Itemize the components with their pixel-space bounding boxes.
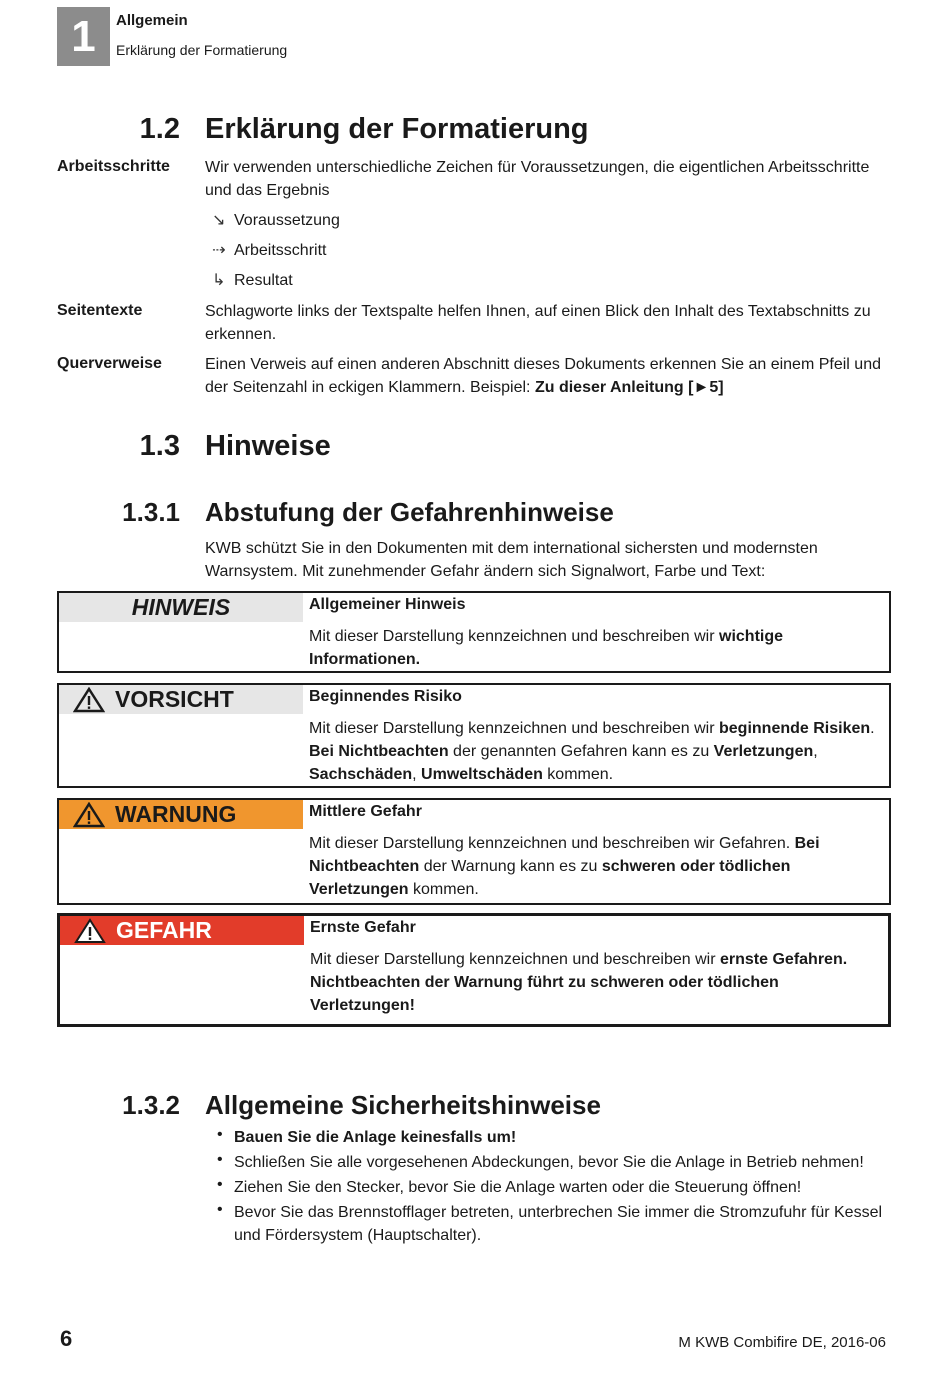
notice-body (310, 948, 880, 1017)
chapter-number-box (57, 7, 110, 66)
section-1-3-number: 1.3 (139, 430, 180, 462)
text: Mit dieser Darstellung kennzeichnen und beschreiben wir (309, 628, 719, 645)
side-label-seitentexte: Seitentexte (57, 302, 143, 319)
notice-body (309, 717, 879, 786)
signal-word: WARNUNG (115, 801, 237, 827)
safety-item: Ziehen Sie den Stecker, bevor Sie die Anlage warten oder die Steuerung öffnen! (234, 1179, 802, 1196)
signal-vorsicht (59, 685, 303, 714)
text-bold: Sachschäden (309, 766, 413, 783)
warning-triangle-icon (73, 802, 105, 828)
bullet-icon: • (217, 1126, 223, 1143)
text: Mit dieser Darstellung kennzeichnen und beschreiben wir (310, 951, 720, 968)
safety-item: Bevor Sie das Brennstofflager betreten, unterbrechen Sie immer die Stromzufuhr für Kessel und Fördersystem (Hauptschalter). (234, 1204, 883, 1244)
notice-body (309, 832, 879, 901)
text: der genannten Gefahren kann es zu (448, 743, 714, 760)
text-bold: Bei Nichtbeachten (309, 743, 449, 760)
section-1-3-title: Hinweise (205, 430, 331, 462)
step-label: Arbeitsschritt (234, 242, 327, 259)
bullet-icon: • (217, 1176, 223, 1193)
arbeitsschritt-icon: ⇢ (212, 242, 226, 259)
voraussetzung-icon: ↘ (212, 212, 226, 229)
text: Mit dieser Darstellung kennzeichnen und beschreiben wir Gefahren. (309, 835, 795, 852)
text-bold: ernste Gefahren. Nichtbeachten der Warnung führt zu schweren oder tödlichen Verletzungen! (310, 951, 848, 1014)
signal-hinweis (59, 593, 303, 622)
side-label-arbeitsschritte: Arbeitsschritte (57, 158, 170, 175)
text: , (813, 743, 818, 760)
safety-item: Schließen Sie alle vorgesehenen Abdeckungen, bevor Sie die Anlage in Betrieb nehmen! (234, 1154, 864, 1171)
notice-title: Beginnendes Risiko (309, 688, 462, 705)
step-label: Voraussetzung (234, 212, 340, 229)
text: . (870, 720, 875, 737)
section-1-3-2-title: Allgemeine Sicherheitshinweise (205, 1090, 601, 1120)
notice-warnung (57, 798, 891, 905)
section-1-2-title: Erklärung der Formatierung (205, 113, 589, 145)
step-resultat (212, 270, 293, 290)
notice-gefahr (57, 913, 891, 1027)
text: , (412, 766, 422, 783)
warning-triangle-icon (73, 687, 105, 713)
step-arbeitsschritt (212, 240, 326, 260)
page-number: 6 (60, 1326, 73, 1351)
header-title: Allgemein (116, 12, 188, 29)
section-1-3-2-number: 1.3.2 (122, 1090, 180, 1120)
bullet-icon: • (217, 1201, 223, 1218)
warnsystem-intro: KWB schützt Sie in den Dokumenten mit dem international sichersten und modernsten Warnsystem. Mit zunehmender Gefahr ändern sich Signalwort, Farbe und Text: (205, 540, 818, 580)
text-bold: Bei Nichtbeachten (309, 835, 820, 875)
header-subtitle: Erklärung der Formatierung (116, 42, 288, 58)
text-bold: schweren oder tödlichen Verletzungen (309, 858, 791, 898)
notice-title: Mittlere Gefahr (309, 803, 422, 820)
text-bold: wichtige Informationen. (309, 628, 784, 668)
notice-title: Allgemeiner Hinweis (309, 596, 466, 613)
signal-word: HINWEIS (131, 594, 231, 620)
notice-body (309, 625, 879, 671)
step-label: Resultat (234, 272, 293, 289)
text-bold: Verletzungen (713, 743, 814, 760)
text: kommen. (542, 766, 614, 783)
notice-hinweis (57, 591, 891, 673)
resultat-icon: ↳ (212, 272, 226, 289)
section-1-2-number: 1.2 (139, 113, 180, 145)
signal-gefahr (60, 916, 304, 945)
text: kommen. (408, 881, 479, 898)
bullet-icon: • (217, 1151, 223, 1168)
side-label-querverweise: Querverweise (57, 355, 162, 372)
signal-warnung (59, 800, 303, 829)
cross-reference-link[interactable]: Zu dieser Anleitung [►5] (534, 379, 724, 396)
section-1-3-1-title: Abstufung der Gefahrenhinweise (205, 497, 614, 527)
chapter-number: 1 (71, 11, 96, 61)
warning-triangle-icon (74, 918, 106, 944)
seitentexte-text: Schlagworte links der Textspalte helfen Ihnen, auf einen Blick den Inhalt des Textabschnitts zu erkennen. (205, 303, 871, 343)
arbeitsschritte-text: Wir verwenden unterschiedliche Zeichen für Voraussetzungen, die eigentlichen Arbeitsschritte und das Ergebnis (205, 159, 870, 199)
text-bold: beginnende Risiken (719, 720, 871, 737)
safety-item: Bauen Sie die Anlage keinesfalls um! (234, 1129, 517, 1146)
signal-word: GEFAHR (116, 917, 212, 943)
section-1-3-1-number: 1.3.1 (122, 497, 180, 527)
document-reference: M KWB Combifire DE, 2016-06 (678, 1334, 886, 1351)
notice-vorsicht (57, 683, 891, 788)
querverweise-text (205, 353, 890, 399)
step-voraussetzung (212, 210, 340, 230)
notice-title: Ernste Gefahr (310, 919, 416, 936)
text: der Warnung kann es zu (419, 858, 602, 875)
signal-word: VORSICHT (115, 686, 234, 712)
text: Mit dieser Darstellung kennzeichnen und beschreiben wir (309, 720, 719, 737)
text-bold: Umweltschäden (421, 766, 543, 783)
querverweise-body: Einen Verweis auf einen anderen Abschnitt dieses Dokuments erkennen Sie an einem Pfeil und der Seitenzahl in eckigen Klammern. Beispiel: (205, 356, 881, 396)
